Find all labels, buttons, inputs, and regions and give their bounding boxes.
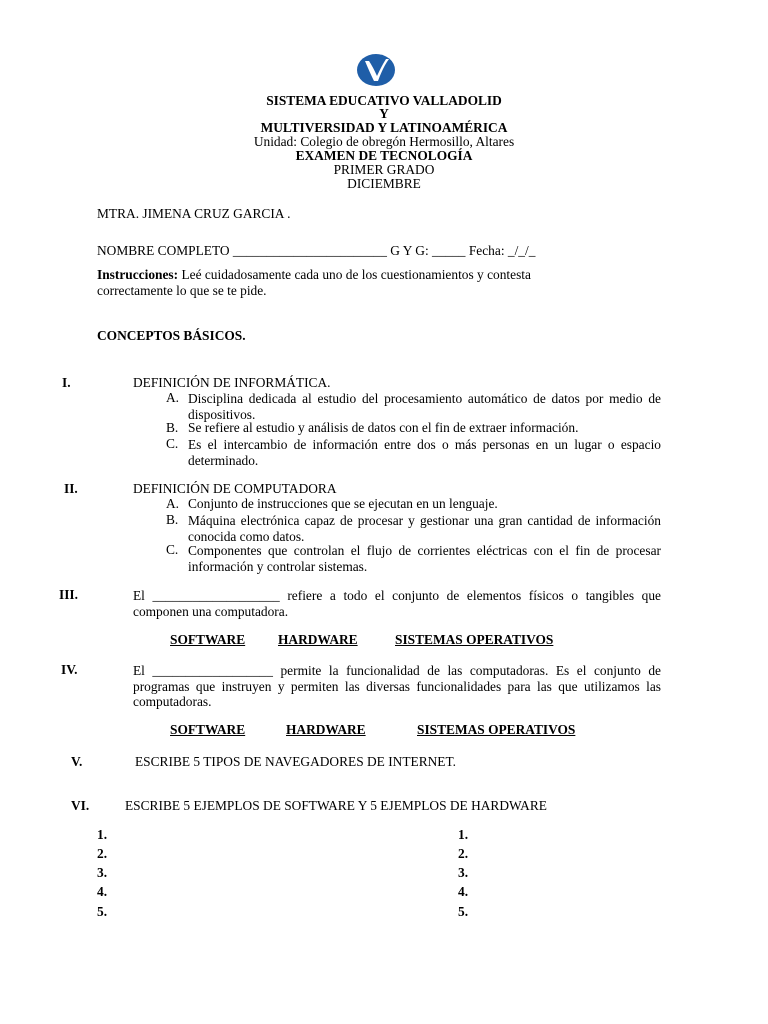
hardware-list-item: 5. xyxy=(458,904,469,919)
q3-choice-software: SOFTWARE xyxy=(170,632,246,647)
software-list-item: 5. xyxy=(97,904,108,919)
instructions-label: Instrucciones: xyxy=(97,267,179,282)
q2-option-b-text: Máquina electrónica capaz de procesar y gestionar una gran cantidad de información conocida como datos. xyxy=(188,513,661,544)
q2-option-b-letter: B. xyxy=(166,512,179,527)
header-line-3: MULTIVERSIDAD Y LATINOAMÉRICA xyxy=(260,120,508,135)
q6-text: ESCRIBE 5 EJEMPLOS DE SOFTWARE Y 5 EJEMPLOS DE HARDWARE xyxy=(125,798,547,813)
hardware-list-item: 3. xyxy=(458,865,469,880)
q2-option-c-letter: C. xyxy=(166,542,179,557)
q1-option-b-letter: B. xyxy=(166,420,179,435)
month-line: DICIEMBRE xyxy=(347,176,421,191)
q5-number: V. xyxy=(71,754,83,769)
student-name-line: NOMBRE COMPLETO _______________________ G Y G: _____ Fecha: _/_/_ xyxy=(97,243,536,258)
grade-line: PRIMER GRADO xyxy=(333,162,435,177)
software-list-item: 2. xyxy=(97,846,108,861)
q4-text: El __________________ permite la funcionalidad de las computadoras. Es el conjunto de programas que instruyen y permiten las diversas funcionalidades para las que utilizamos las computadoras. xyxy=(133,663,661,709)
hardware-list-item: 1. xyxy=(458,827,469,842)
q1-number: I. xyxy=(62,375,71,390)
q2-option-a-text: Conjunto de instrucciones que se ejecutan en un lenguaje. xyxy=(188,496,498,511)
unit-line: Unidad: Colegio de obregón Hermosillo, Altares xyxy=(253,134,515,149)
teacher-name: MTRA. JIMENA CRUZ GARCIA . xyxy=(97,206,291,221)
q1-option-a-text: Disciplina dedicada al estudio del procesamiento automático de datos por medio de dispositivos. xyxy=(188,391,661,422)
q5-text: ESCRIBE 5 TIPOS DE NAVEGADORES DE INTERNET. xyxy=(135,754,457,769)
q6-number: VI. xyxy=(71,798,90,813)
software-list-item: 3. xyxy=(97,865,108,880)
instructions-text-2: correctamente lo que se te pide. xyxy=(97,283,267,298)
q4-choice-hardware: HARDWARE xyxy=(286,722,366,737)
q2-option-c-text: Componentes que controlan el flujo de corrientes eléctricas con el fin de procesar información y controlar sistemas. xyxy=(188,543,661,574)
q4-choice-operating-systems: SISTEMAS OPERATIVOS xyxy=(417,722,576,737)
q2-number: II. xyxy=(64,481,78,496)
software-list-item: 4. xyxy=(97,884,108,899)
hardware-list-item: 2. xyxy=(458,846,469,861)
header-line-1: SISTEMA EDUCATIVO VALLADOLID xyxy=(266,93,502,108)
instructions-text: Leé cuidadosamente cada uno de los cuestionamientos y contesta xyxy=(178,267,531,282)
q2-option-a-letter: A. xyxy=(166,496,180,511)
school-logo-icon xyxy=(356,53,396,87)
q1-option-c-text: Es el intercambio de información entre dos o más personas en un lugar o espacio determinado. xyxy=(188,437,661,468)
q4-number: IV. xyxy=(61,662,78,677)
q3-text: El ___________________ refiere a todo el conjunto de elementos físicos o tangibles que componen una computadora. xyxy=(133,588,661,619)
q4-choice-software: SOFTWARE xyxy=(170,722,246,737)
instructions xyxy=(97,268,531,283)
q3-choice-operating-systems: SISTEMAS OPERATIVOS xyxy=(395,632,554,647)
q2-title: DEFINICIÓN DE COMPUTADORA xyxy=(133,481,337,496)
exam-title: EXAMEN DE TECNOLOGÍA xyxy=(295,148,473,163)
q3-choice-hardware: HARDWARE xyxy=(278,632,358,647)
q1-option-c-letter: C. xyxy=(166,436,179,451)
section-title: CONCEPTOS BÁSICOS. xyxy=(97,328,246,343)
hardware-list-item: 4. xyxy=(458,884,469,899)
q1-option-a-letter: A. xyxy=(166,390,180,405)
software-list-item: 1. xyxy=(97,827,108,842)
header-line-2: Y xyxy=(379,106,389,121)
q1-option-b-text: Se refiere al estudio y análisis de datos con el fin de extraer información. xyxy=(188,420,579,435)
q1-title: DEFINICIÓN DE INFORMÁTICA. xyxy=(133,375,331,390)
q3-number: III. xyxy=(59,587,78,602)
